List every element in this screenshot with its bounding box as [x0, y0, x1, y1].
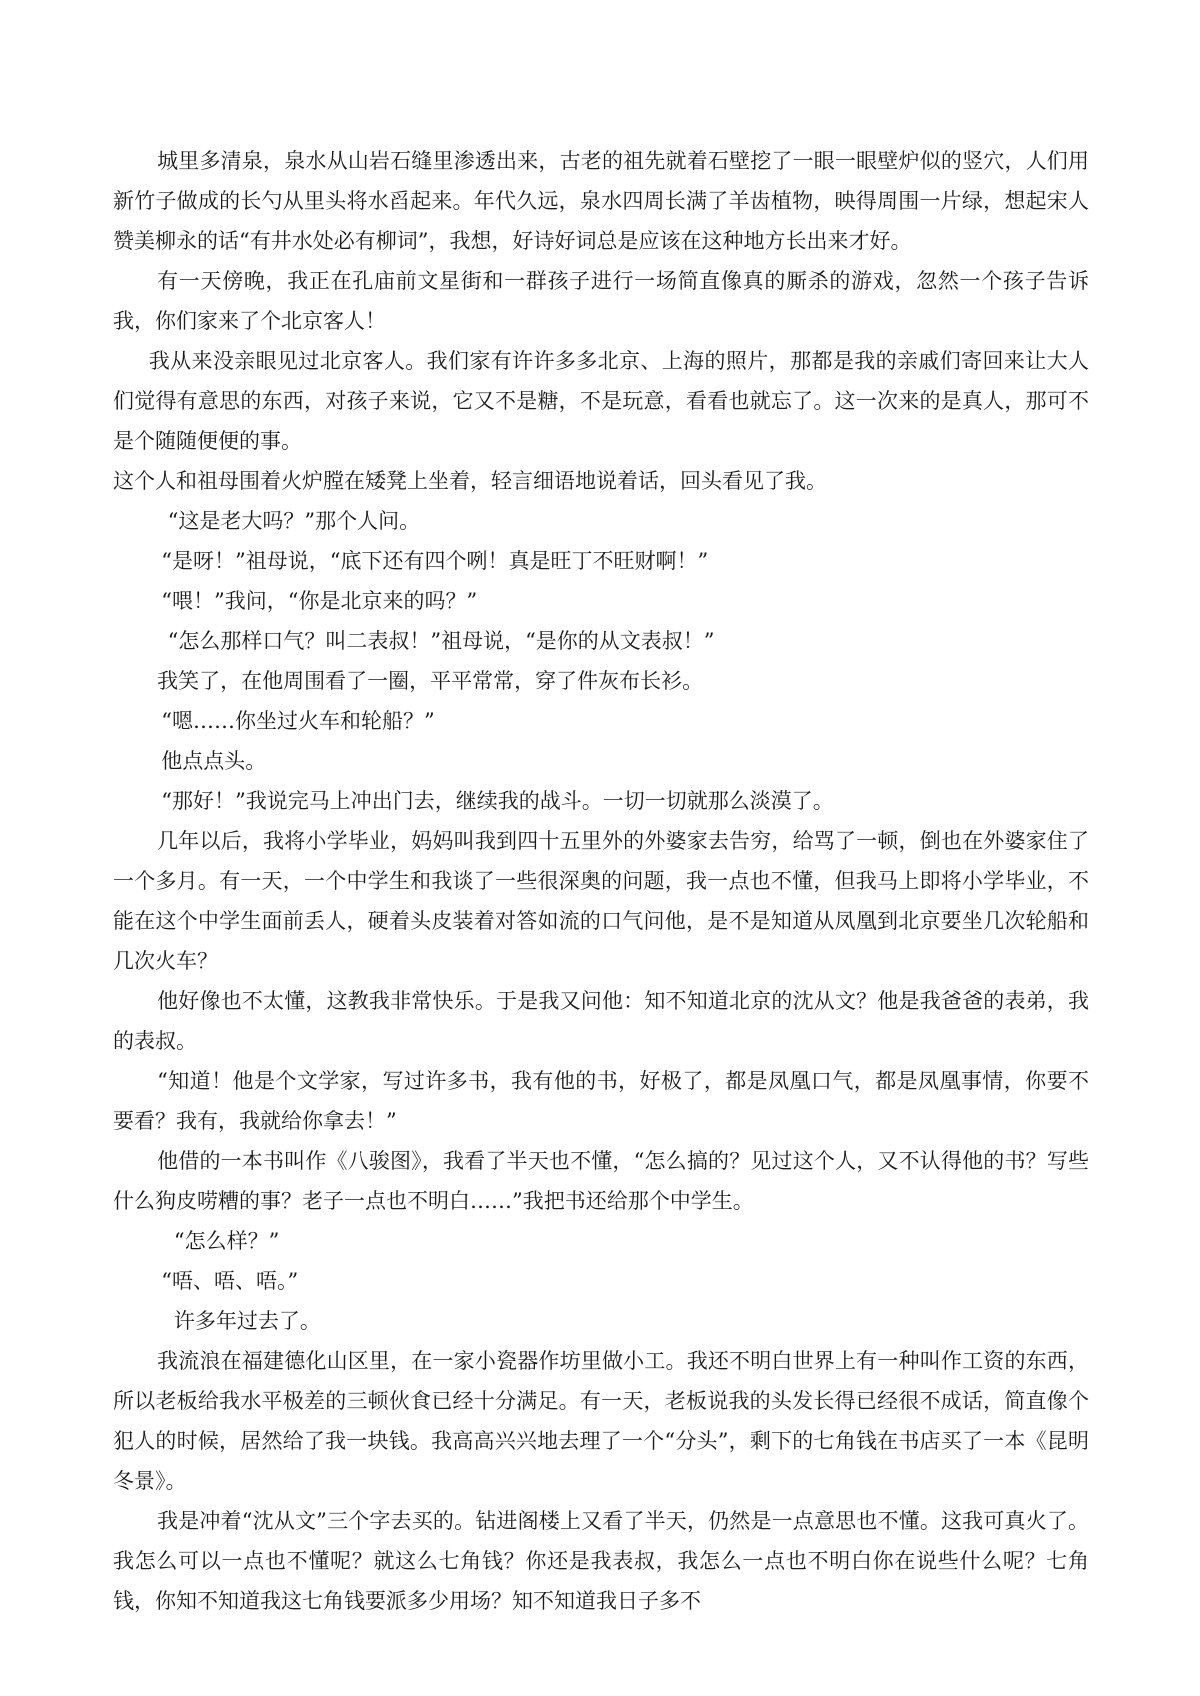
paragraph-p17: “怎么样？” — [173, 1229, 280, 1253]
paragraph-p10: “嗯……你坐过火车和轮船？” — [161, 709, 435, 733]
paragraph-p14: 他好像也不太懂，这教我非常快乐。于是我又问他：知不知道北京的沈从文？他是我爸爸的表弟，我的表叔。 — [113, 989, 1089, 1053]
paragraph-p15: “知道！他是个文学家，写过许多书，我有他的书，好极了，都是凤凰口气，都是凤凰事情，你要不要看？我有，我就给你拿去！” — [113, 1069, 1089, 1133]
paragraph-p01: 城里多清泉，泉水从山岩石缝里渗透出来，古老的祖先就着石壁挖了一眼一眼壁炉似的竖穴，人们用新竹子做成的长勺从里头将水舀起来。年代久远，泉水四周长满了羊齿植物，映得周围一片绿，想起宋人赞美柳永的话“有井水处必有柳词”，我想，好诗好词总是应该在这种地方长出来才好。 — [113, 149, 1089, 253]
paragraph-p02: 有一天傍晚，我正在孔庙前文星街和一群孩子进行一场简直像真的厮杀的游戏，忽然一个孩子告诉我，你们家来了个北京客人！ — [113, 269, 1089, 333]
paragraph-p13: 几年以后，我将小学毕业，妈妈叫我到四十五里外的外婆家去告穷，给骂了一顿，倒也在外婆家住了一个多月。有一天，一个中学生和我谈了一些很深奥的问题，我一点也不懂，但我马上即将小学毕业，不能在这个中学生面前丢人，硬着头皮装着对答如流的口气问他，是不是知道从凤凰到北京要坐几次轮船和几次火车？ — [113, 829, 1089, 973]
paragraph-p19: 许多年过去了。 — [173, 1309, 321, 1333]
paragraph-p05: “这是老大吗？”那个人问。 — [167, 509, 421, 533]
paragraph-p11: 他点点头。 — [161, 749, 267, 773]
paragraph-p06: “是呀！”祖母说，“底下还有四个咧！真是旺丁不旺财啊！” — [161, 549, 709, 573]
body-text — [113, 141, 1089, 1621]
paragraph-p20: 我流浪在福建德化山区里，在一家小瓷器作坊里做小工。我还不明白世界上有一种叫作工资的东西，所以老板给我水平极差的三顿伙食已经十分满足。有一天，老板说我的头发长得已经很不成话，简直像个犯人的时候，居然给了我一块钱。我高高兴兴地去理了一个“分头”，剩下的七角钱在书店买了一本《昆明冬景》。 — [113, 1349, 1089, 1493]
paragraph-p18: “唔、唔、唔。” — [161, 1269, 299, 1293]
paragraph-p07: “喂！”我问，“你是北京来的吗？” — [161, 589, 478, 613]
paragraph-p04: 这个人和祖母围着火炉膛在矮凳上坐着，轻言细语地说着话，回头看见了我。 — [113, 469, 827, 493]
paragraph-p21: 我是冲着“沈从文”三个字去买的。钻进阁楼上又看了半天，仍然是一点意思也不懂。这我可真火了。我怎么可以一点也不懂呢？就这么七角钱？你还是我表叔，我怎么一点也不明白你在说些什么呢？七角钱，你知不知道我这七角钱要派多少用场？知不知道我日子多不 — [113, 1509, 1089, 1613]
paragraph-p16: 他借的一本书叫作《八骏图》，我看了半天也不懂，“怎么搞的？见过这个人，又不认得他的书？写些什么狗皮唠糟的事？老子一点也不明白……”我把书还给那个中学生。 — [113, 1149, 1089, 1213]
paragraph-p03: 我从来没亲眼见过北京客人。我们家有许许多多北京、上海的照片，那都是我的亲戚们寄回来让大人们觉得有意思的东西，对孩子来说，它又不是糖，不是玩意，看看也就忘了。这一次来的是真人，那可不是个随随便便的事。 — [113, 349, 1089, 453]
paragraph-p08: “怎么那样口气？叫二表叔！”祖母说，“是你的从文表叔！” — [167, 629, 715, 653]
paragraph-p09: 我笑了，在他周围看了一圈，平平常常，穿了件灰布长衫。 — [157, 669, 704, 693]
paragraph-p12: “那好！”我说完马上冲出门去，继续我的战斗。一切一切就那么淡漠了。 — [161, 789, 834, 813]
